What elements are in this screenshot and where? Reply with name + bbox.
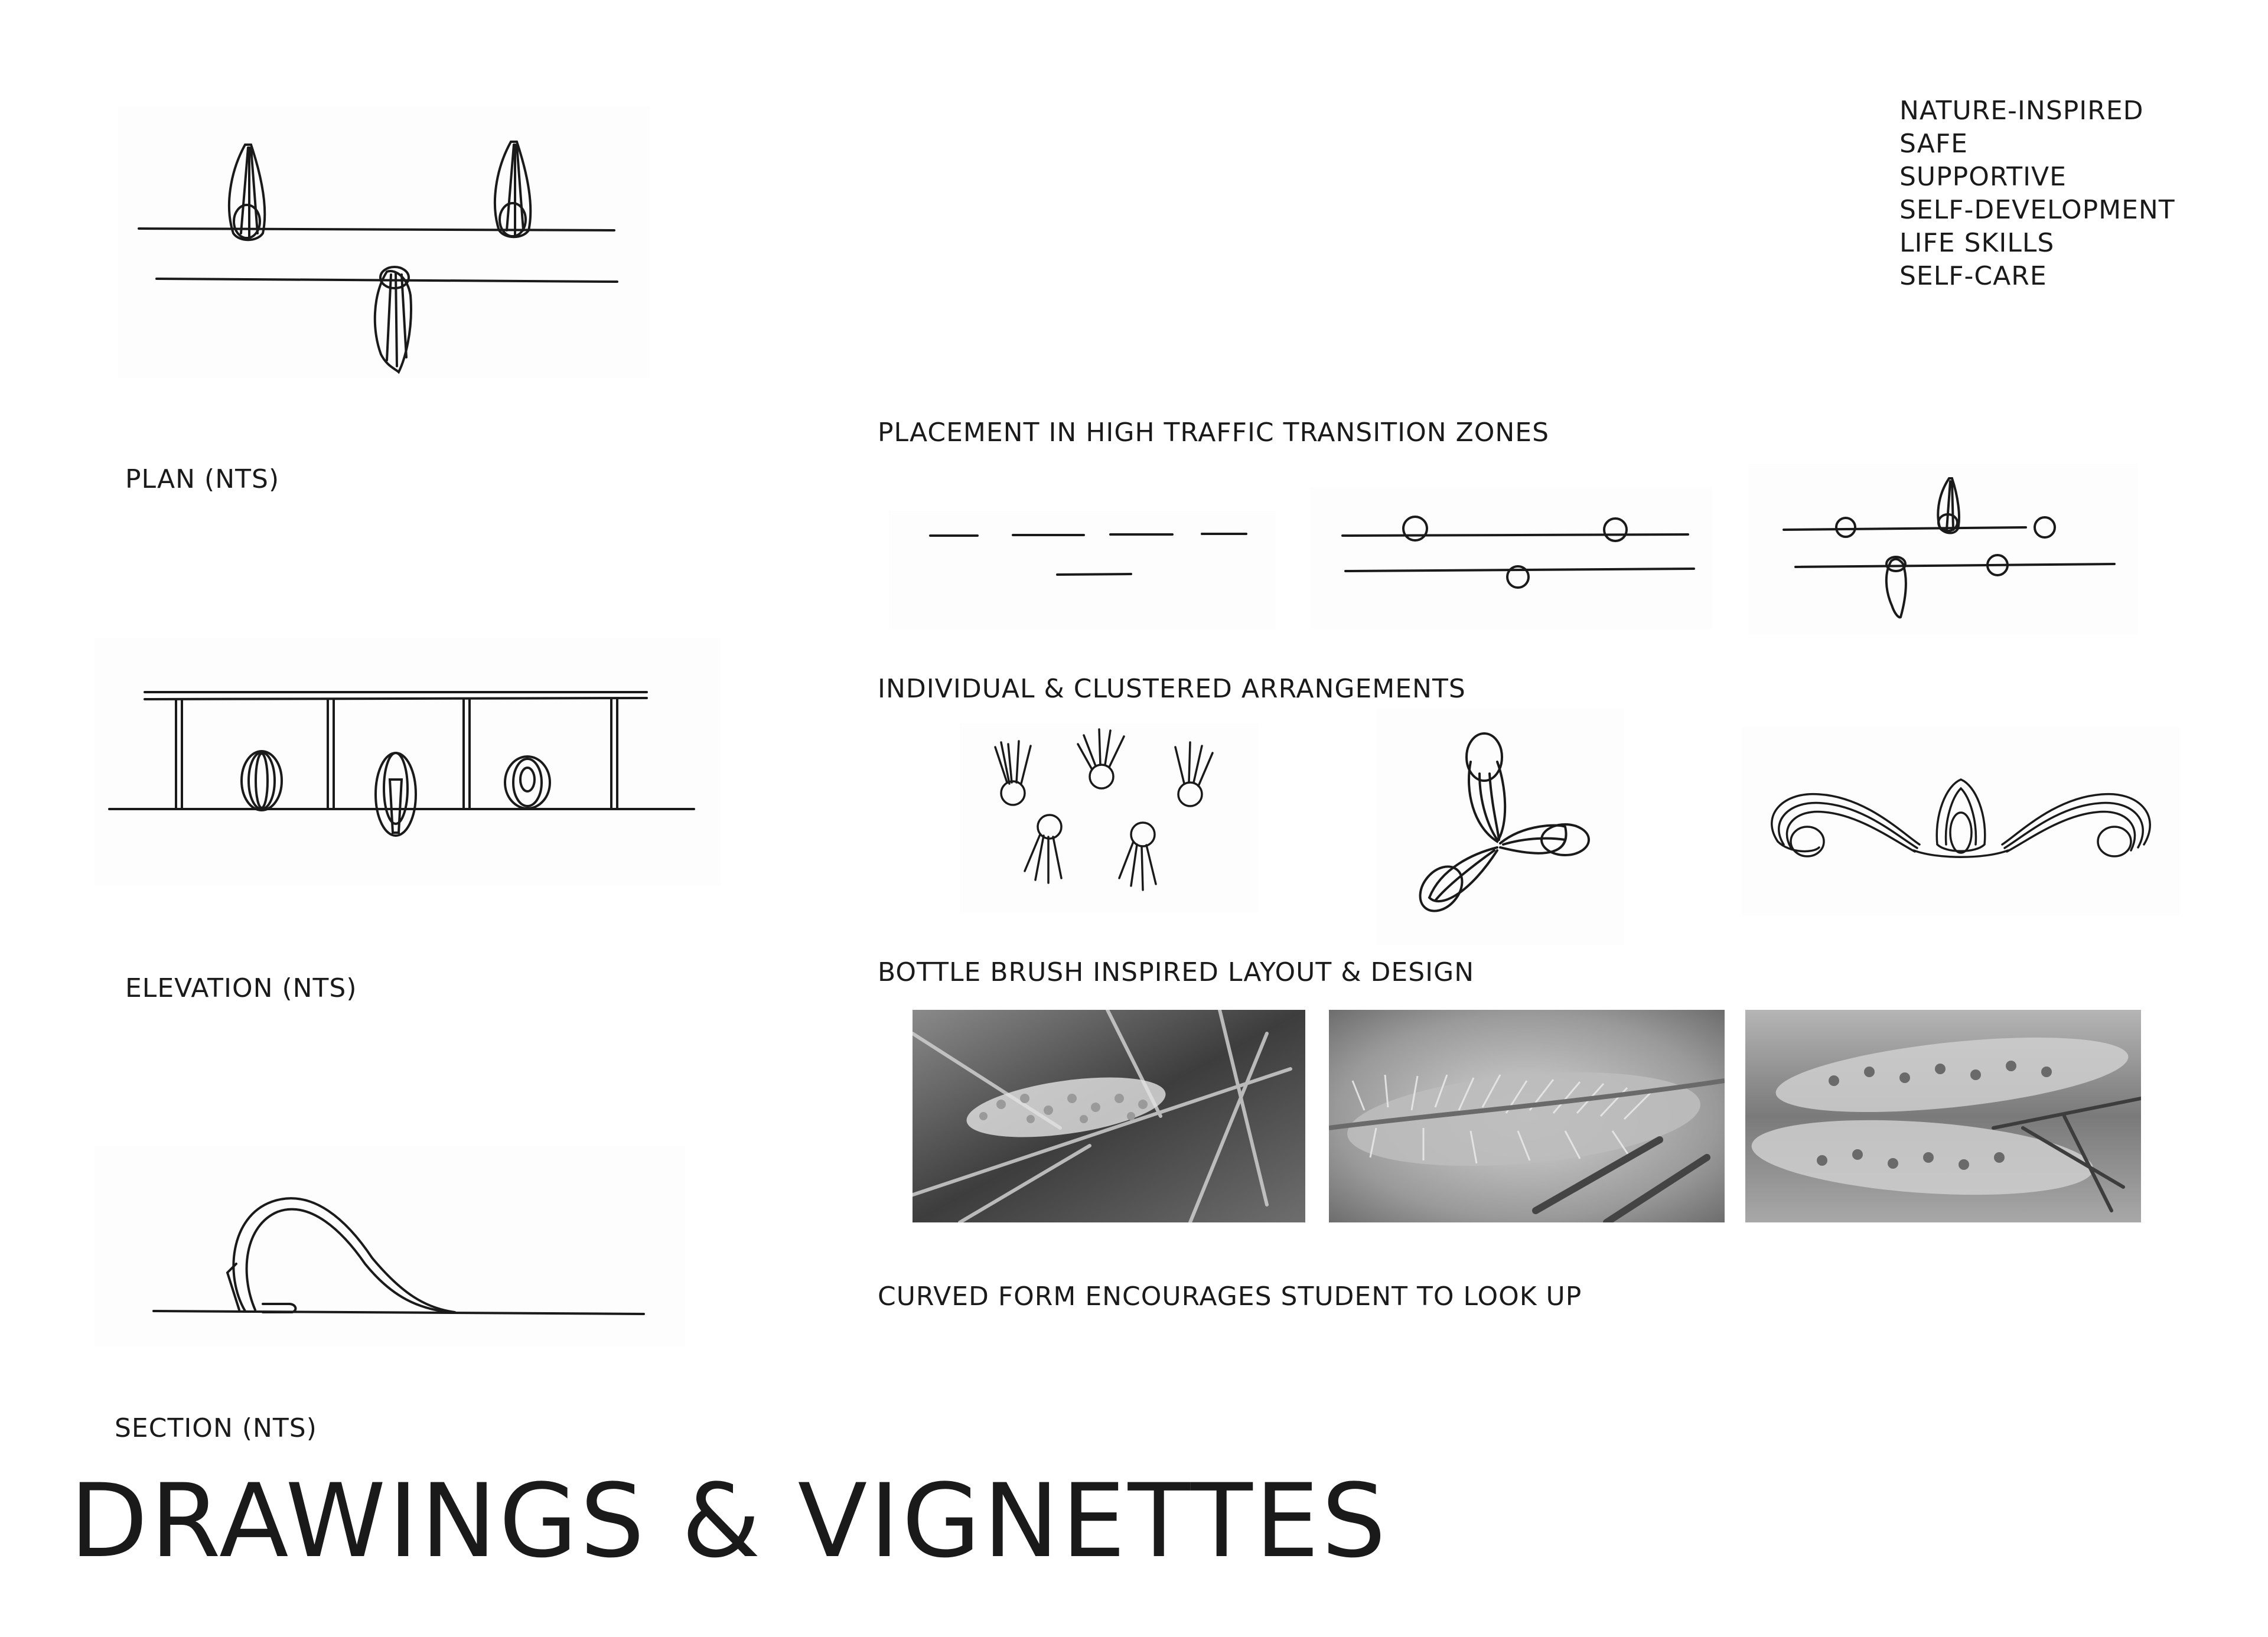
- placement-pods-sketch: [1748, 464, 2138, 635]
- three-pod-cluster-sketch: [1376, 709, 1624, 945]
- arrangement-diagram-2: [1376, 709, 1624, 945]
- design-values-list: [1899, 94, 2175, 293]
- design-value: SUPPORTIVE: [1899, 162, 2067, 192]
- design-value: SELF-CARE: [1899, 261, 2047, 291]
- placement-diagram-3: [1748, 464, 2138, 635]
- bottle-brush-photo-3: [1745, 1010, 2141, 1222]
- curved-cluster-sketch: [1742, 726, 2179, 915]
- bottle-brush-photo-1: [913, 1010, 1305, 1222]
- individual-pods-sketch: [960, 723, 1258, 912]
- elevation-sketch-panel: [94, 638, 721, 886]
- arrangements-heading: INDIVIDUAL & CLUSTERED ARRANGEMENTS: [878, 674, 1466, 704]
- plan-sketch: [118, 106, 650, 378]
- placement-linear-sketch: [889, 511, 1276, 629]
- curved-form-caption: CURVED FORM ENCOURAGES STUDENT TO LOOK UP: [878, 1281, 1582, 1312]
- page-title: DRAWINGS & VIGNETTES: [70, 1462, 1389, 1580]
- design-value: LIFE SKILLS: [1899, 228, 2055, 258]
- elevation-label: ELEVATION (NTS): [125, 973, 357, 1003]
- design-value: SAFE: [1899, 129, 1968, 159]
- arrangement-diagram-1: [960, 723, 1258, 912]
- plan-sketch-panel: [118, 106, 650, 378]
- section-sketch: [94, 1146, 685, 1346]
- section-label: SECTION (NTS): [115, 1413, 317, 1443]
- placement-heading: PLACEMENT IN HIGH TRAFFIC TRANSITION ZONES: [878, 418, 1550, 448]
- arrangement-diagram-3: [1742, 726, 2179, 915]
- design-value: NATURE-INSPIRED: [1899, 96, 2144, 126]
- plan-label: PLAN (NTS): [125, 464, 280, 494]
- placement-diagram-1: [889, 511, 1276, 629]
- design-value: SELF-DEVELOPMENT: [1899, 195, 2175, 225]
- bottle-brush-photo-2: [1329, 1010, 1725, 1222]
- bottle-brush-heading: BOTTLE BRUSH INSPIRED LAYOUT & DESIGN: [878, 957, 1475, 987]
- elevation-sketch: [94, 638, 721, 886]
- placement-nodes-sketch: [1310, 487, 1712, 629]
- section-sketch-panel: [94, 1146, 685, 1346]
- placement-diagram-2: [1310, 487, 1712, 629]
